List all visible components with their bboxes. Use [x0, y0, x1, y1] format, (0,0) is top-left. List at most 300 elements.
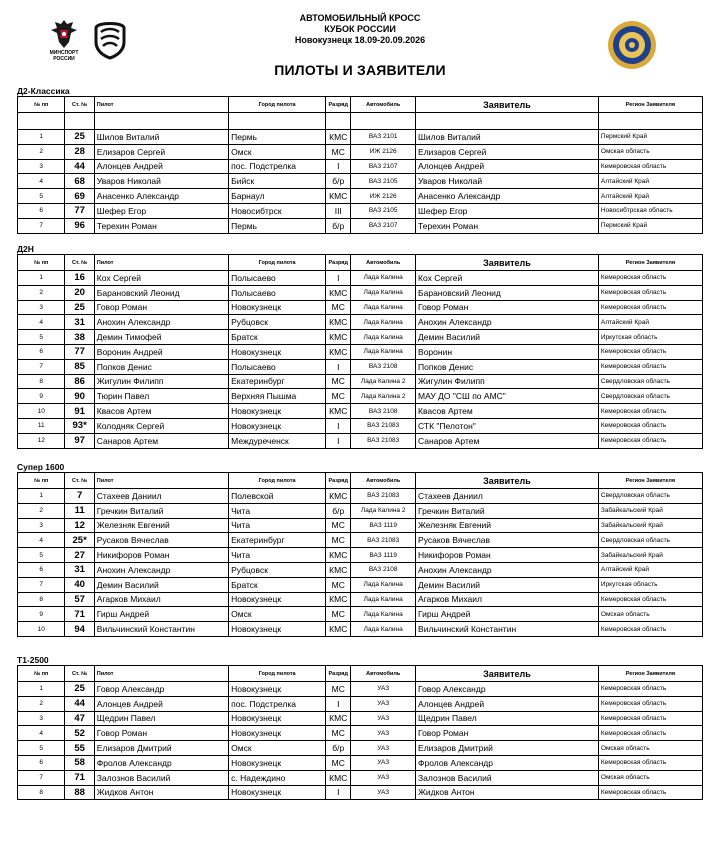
table-row — [18, 741, 703, 756]
cell-auto: УАЗ — [351, 682, 416, 697]
cell-zayavitel: Алонцев Андрей — [416, 696, 599, 711]
cell-pilot: Железняк Евгений — [94, 518, 228, 533]
cell-city: Междуреченск — [229, 433, 326, 448]
column-header-region: Регион Заявителя — [598, 666, 702, 682]
cell-np: 8 — [18, 785, 65, 800]
table-row — [18, 130, 703, 145]
blank-cell — [598, 113, 702, 130]
cell-razryad: I — [326, 785, 351, 800]
cell-np: 3 — [18, 159, 65, 174]
cell-city: Барнаул — [229, 189, 326, 204]
cell-pilot: Алонцев Андрей — [94, 696, 228, 711]
cell-zayavitel: Вильчинский Константин — [416, 622, 599, 637]
cell-auto: Лада Калина — [351, 607, 416, 622]
column-header-razryad: Разряд — [326, 97, 351, 113]
cell-st: 44 — [65, 696, 94, 711]
cell-auto: УАЗ — [351, 726, 416, 741]
cell-auto: ВАЗ 21083 — [351, 418, 416, 433]
table-row — [18, 285, 703, 300]
cell-razryad: КМС — [326, 330, 351, 345]
cell-st: 25 — [65, 130, 94, 145]
cell-region: Кемеровская область — [598, 344, 702, 359]
cell-auto: Лада Калина 2 — [351, 389, 416, 404]
cell-zayavitel: Елизаров Дмитрий — [416, 741, 599, 756]
cell-st: 28 — [65, 144, 94, 159]
cell-city: Бийск — [229, 174, 326, 189]
column-header-city: Город пилота — [229, 473, 326, 489]
cell-city: Екатеринбург — [229, 533, 326, 548]
cell-np: 5 — [18, 330, 65, 345]
table-row — [18, 533, 703, 548]
raf-logo — [92, 20, 128, 60]
cell-zayavitel: Анохин Александр — [416, 315, 599, 330]
cell-city: Пермь — [229, 218, 326, 233]
cell-auto: УАЗ — [351, 755, 416, 770]
cell-zayavitel: Фролов Александр — [416, 755, 599, 770]
cell-np: 2 — [18, 696, 65, 711]
cell-razryad: МС — [326, 755, 351, 770]
cell-razryad: КМС — [326, 622, 351, 637]
column-header-st: Ст. № — [65, 255, 94, 271]
cell-st: 69 — [65, 189, 94, 204]
table-row — [18, 300, 703, 315]
table-row — [18, 404, 703, 419]
column-header-zayavitel: Заявитель — [416, 97, 599, 113]
cell-region: Кемеровская область — [598, 300, 702, 315]
cell-st: 58 — [65, 755, 94, 770]
cell-region: Алтайский Край — [598, 174, 702, 189]
cell-razryad: I — [326, 359, 351, 374]
table-row — [18, 144, 703, 159]
cell-zayavitel: Никифоров Роман — [416, 548, 599, 563]
cell-pilot: Терехин Роман — [94, 218, 228, 233]
cell-pilot: Щедрин Павел — [94, 711, 228, 726]
cell-auto: ИЖ 2126 — [351, 189, 416, 204]
cell-region: Кемеровская область — [598, 418, 702, 433]
cell-auto: ВАЗ 2107 — [351, 218, 416, 233]
cell-pilot: Квасов Артем — [94, 404, 228, 419]
cell-region: Омская область — [598, 144, 702, 159]
table-header-row — [18, 97, 703, 113]
table-row — [18, 330, 703, 345]
cell-razryad: КМС — [326, 130, 351, 145]
table-header-row — [18, 666, 703, 682]
table-row — [18, 389, 703, 404]
blank-cell — [416, 113, 599, 130]
cell-auto: Лада Калина — [351, 577, 416, 592]
cell-razryad: КМС — [326, 711, 351, 726]
column-header-zayavitel: Заявитель — [416, 255, 599, 271]
cell-city: пос. Подстрелка — [229, 159, 326, 174]
blank-cell — [229, 113, 326, 130]
cell-np: 7 — [18, 218, 65, 233]
cell-np: 6 — [18, 203, 65, 218]
table-row — [18, 755, 703, 770]
cell-st: 12 — [65, 518, 94, 533]
cell-region: Кемеровская область — [598, 285, 702, 300]
cell-auto: Лада Калина 2 — [351, 503, 416, 518]
table-row — [18, 359, 703, 374]
cell-razryad: КМС — [326, 285, 351, 300]
cell-city: Новокузнецк — [229, 622, 326, 637]
table-row — [18, 622, 703, 637]
cell-zayavitel: Терехин Роман — [416, 218, 599, 233]
cell-auto: Лада Калина — [351, 592, 416, 607]
cell-pilot: Агарков Михаил — [94, 592, 228, 607]
cell-zayavitel: Говор Александр — [416, 682, 599, 697]
table-row — [18, 374, 703, 389]
table-row — [18, 174, 703, 189]
table-row — [18, 696, 703, 711]
column-header-pilot: Пилот — [94, 473, 228, 489]
cell-razryad: I — [326, 418, 351, 433]
cell-pilot: Попков Денис — [94, 359, 228, 374]
section-table — [17, 96, 703, 234]
cell-auto: ИЖ 2126 — [351, 144, 416, 159]
event-title-line2: КУБОК РОССИИ — [324, 24, 396, 34]
cell-zayavitel: Жигулин Филипп — [416, 374, 599, 389]
cell-auto: ВАЗ 21083 — [351, 433, 416, 448]
cell-region: Кемеровская область — [598, 359, 702, 374]
cell-np: 8 — [18, 592, 65, 607]
cell-np: 11 — [18, 418, 65, 433]
cell-razryad: КМС — [326, 562, 351, 577]
cell-zayavitel: Говор Роман — [416, 300, 599, 315]
cell-region: Кемеровская область — [598, 159, 702, 174]
table-row — [18, 548, 703, 563]
cell-zayavitel: Шилов Виталий — [416, 130, 599, 145]
cell-pilot: Демин Тимофей — [94, 330, 228, 345]
cell-region: Иркутская область — [598, 577, 702, 592]
cell-auto: Лада Калина — [351, 285, 416, 300]
cell-auto: УАЗ — [351, 711, 416, 726]
cell-city: Новосибтрск — [229, 203, 326, 218]
cell-st: 47 — [65, 711, 94, 726]
cell-city: Новокузнецк — [229, 785, 326, 800]
cell-zayavitel: Барановский Леонид — [416, 285, 599, 300]
table-row — [18, 203, 703, 218]
cell-auto: Лада Калина — [351, 344, 416, 359]
cell-np: 4 — [18, 174, 65, 189]
cell-razryad: I — [326, 271, 351, 286]
cell-pilot: Русаков Вячеслав — [94, 533, 228, 548]
section-table — [17, 665, 703, 800]
cell-city: Чита — [229, 518, 326, 533]
seal-emblem-icon — [607, 20, 657, 70]
cell-pilot: Жигулин Филипп — [94, 374, 228, 389]
cell-np: 9 — [18, 607, 65, 622]
cell-city: Новокузнецк — [229, 344, 326, 359]
cell-razryad: МС — [326, 389, 351, 404]
column-header-pilot: Пилот — [94, 255, 228, 271]
cell-zayavitel: Жидков Антон — [416, 785, 599, 800]
cell-st: 52 — [65, 726, 94, 741]
cell-pilot: Гречкин Виталий — [94, 503, 228, 518]
cell-zayavitel: Агарков Михаил — [416, 592, 599, 607]
section-title: Д2Н — [17, 244, 34, 254]
cell-city: Рубцовск — [229, 315, 326, 330]
table-row — [18, 433, 703, 448]
table-row — [18, 607, 703, 622]
cell-np: 10 — [18, 622, 65, 637]
cell-st: 97 — [65, 433, 94, 448]
cell-city: Чита — [229, 548, 326, 563]
cell-razryad: I — [326, 433, 351, 448]
cell-np: 10 — [18, 404, 65, 419]
table-row — [18, 418, 703, 433]
cell-razryad: МС — [326, 144, 351, 159]
cell-region: Кемеровская область — [598, 726, 702, 741]
cell-city: пос. Подстрелка — [229, 696, 326, 711]
cell-np: 1 — [18, 489, 65, 504]
cup-seal-logo — [607, 20, 657, 70]
cell-razryad: КМС — [326, 404, 351, 419]
cell-razryad: КМС — [326, 315, 351, 330]
cell-zayavitel: Воронин — [416, 344, 599, 359]
cell-pilot: Елизаров Сергей — [94, 144, 228, 159]
cell-zayavitel: Санаров Артем — [416, 433, 599, 448]
cell-st: 68 — [65, 174, 94, 189]
page-title: ПИЛОТЫ И ЗАЯВИТЕЛИ — [274, 62, 446, 78]
blank-cell — [65, 113, 94, 130]
cell-st: 55 — [65, 741, 94, 756]
column-header-zayavitel: Заявитель — [416, 666, 599, 682]
cell-np: 5 — [18, 548, 65, 563]
cell-st: 85 — [65, 359, 94, 374]
cell-st: 71 — [65, 607, 94, 622]
cell-auto: ВАЗ 2101 — [351, 130, 416, 145]
cell-region: Омская область — [598, 741, 702, 756]
cell-city: Верхняя Пышма — [229, 389, 326, 404]
cell-razryad: б/р — [326, 218, 351, 233]
cell-st: 96 — [65, 218, 94, 233]
cell-pilot: Алонцев Андрей — [94, 159, 228, 174]
cell-zayavitel: Кох Сергей — [416, 271, 599, 286]
cell-auto: УАЗ — [351, 741, 416, 756]
cell-auto: ВАЗ 2105 — [351, 203, 416, 218]
cell-auto: УАЗ — [351, 770, 416, 785]
table-row — [18, 726, 703, 741]
cell-st: 88 — [65, 785, 94, 800]
table-row — [18, 489, 703, 504]
cell-auto: ВАЗ 2108 — [351, 404, 416, 419]
cell-region: Омская область — [598, 770, 702, 785]
section-table — [17, 254, 703, 449]
cell-np: 1 — [18, 271, 65, 286]
blank-cell — [326, 113, 351, 130]
column-header-st: Ст. № — [65, 473, 94, 489]
cell-st: 77 — [65, 203, 94, 218]
cell-np: 4 — [18, 533, 65, 548]
cell-np: 3 — [18, 711, 65, 726]
cell-auto: УАЗ — [351, 785, 416, 800]
cell-city: Новокузнецк — [229, 711, 326, 726]
cell-razryad: МС — [326, 300, 351, 315]
cell-city: Новокузнецк — [229, 726, 326, 741]
cell-np: 3 — [18, 300, 65, 315]
column-header-pilot: Пилот — [94, 97, 228, 113]
cell-np: 6 — [18, 344, 65, 359]
cell-auto: Лада Калина — [351, 300, 416, 315]
cell-pilot: Фролов Александр — [94, 755, 228, 770]
cell-pilot: Барановский Леонид — [94, 285, 228, 300]
cell-auto: Лада Калина — [351, 622, 416, 637]
cell-zayavitel: МАУ ДО "СШ по АМС" — [416, 389, 599, 404]
cell-razryad: КМС — [326, 344, 351, 359]
cell-pilot: Уваров Николай — [94, 174, 228, 189]
column-header-razryad: Разряд — [326, 255, 351, 271]
cell-zayavitel: Квасов Артем — [416, 404, 599, 419]
table-row — [18, 159, 703, 174]
column-header-st: Ст. № — [65, 666, 94, 682]
cell-pilot: Залознов Василий — [94, 770, 228, 785]
cell-pilot: Санаров Артем — [94, 433, 228, 448]
table-row — [18, 518, 703, 533]
cell-np: 1 — [18, 682, 65, 697]
column-header-razryad: Разряд — [326, 473, 351, 489]
table-row — [18, 315, 703, 330]
cell-auto: Лада Калина 2 — [351, 374, 416, 389]
cell-region: Кемеровская область — [598, 592, 702, 607]
cell-razryad: КМС — [326, 548, 351, 563]
event-title-line1: АВТОМОБИЛЬНЫЙ КРОСС — [299, 13, 421, 23]
column-header-auto: Автомобиль — [351, 97, 416, 113]
cell-pilot: Вильчинский Константин — [94, 622, 228, 637]
column-header-region: Регион Заявителя — [598, 97, 702, 113]
cell-auto: ВАЗ 2107 — [351, 159, 416, 174]
cell-razryad: КМС — [326, 489, 351, 504]
cell-zayavitel: Стахеев Даниил — [416, 489, 599, 504]
cell-city: Пермь — [229, 130, 326, 145]
column-header-pilot: Пилот — [94, 666, 228, 682]
table-row — [18, 592, 703, 607]
table-row — [18, 271, 703, 286]
cell-region: Забайкальский Край — [598, 518, 702, 533]
cell-auto: УАЗ — [351, 696, 416, 711]
cell-zayavitel: Щедрин Павел — [416, 711, 599, 726]
cell-auto: ВАЗ 2105 — [351, 174, 416, 189]
cell-np: 7 — [18, 359, 65, 374]
cell-city: Братск — [229, 330, 326, 345]
cell-city: Омск — [229, 144, 326, 159]
event-title-line3: Новокузнецк 18.09-20.09.2026 — [294, 35, 426, 45]
cell-razryad: МС — [326, 682, 351, 697]
column-header-st: Ст. № — [65, 97, 94, 113]
cell-zayavitel: Залознов Василий — [416, 770, 599, 785]
table-row — [18, 218, 703, 233]
cell-razryad: I — [326, 696, 351, 711]
cell-np: 6 — [18, 562, 65, 577]
column-header-city: Город пилота — [229, 666, 326, 682]
cell-np: 2 — [18, 503, 65, 518]
cell-pilot: Кох Сергей — [94, 271, 228, 286]
cell-region: Кемеровская область — [598, 785, 702, 800]
blank-cell — [94, 113, 228, 130]
blank-cell — [351, 113, 416, 130]
cell-np: 1 — [18, 130, 65, 145]
cell-np: 5 — [18, 741, 65, 756]
table-row — [18, 770, 703, 785]
cell-zayavitel: Анасенко Александр — [416, 189, 599, 204]
cell-zayavitel: Демин Василий — [416, 577, 599, 592]
table-row — [18, 577, 703, 592]
cell-np: 6 — [18, 755, 65, 770]
table-row — [18, 785, 703, 800]
cell-region: Алтайский Край — [598, 562, 702, 577]
cell-auto: Лада Калина — [351, 315, 416, 330]
cell-razryad: КМС — [326, 592, 351, 607]
cell-np: 2 — [18, 285, 65, 300]
cell-st: 71 — [65, 770, 94, 785]
cell-city: Новокузнецк — [229, 682, 326, 697]
cell-city: Новокузнецк — [229, 418, 326, 433]
cell-region: Кемеровская область — [598, 711, 702, 726]
cell-st: 31 — [65, 562, 94, 577]
cell-region: Кемеровская область — [598, 755, 702, 770]
cell-zayavitel: Попков Денис — [416, 359, 599, 374]
cell-np: 12 — [18, 433, 65, 448]
cell-razryad: МС — [326, 726, 351, 741]
cell-st: 91 — [65, 404, 94, 419]
cell-st: 20 — [65, 285, 94, 300]
cell-city: Полысаево — [229, 285, 326, 300]
cell-region: Новосибтрская область — [598, 203, 702, 218]
cell-city: Полысаево — [229, 359, 326, 374]
cell-pilot: Шефер Егор — [94, 203, 228, 218]
cell-pilot: Никифоров Роман — [94, 548, 228, 563]
cell-st: 44 — [65, 159, 94, 174]
cell-razryad: I — [326, 159, 351, 174]
cell-region: Пермский Край — [598, 218, 702, 233]
cell-auto: ВАЗ 1119 — [351, 548, 416, 563]
cell-razryad: б/р — [326, 503, 351, 518]
cell-pilot: Анохин Александр — [94, 562, 228, 577]
cell-np: 7 — [18, 577, 65, 592]
cell-pilot: Говор Роман — [94, 300, 228, 315]
column-header-auto: Автомобиль — [351, 666, 416, 682]
minsport-caption-line1: МИНСПОРТ — [49, 50, 79, 56]
cell-pilot: Жидков Антон — [94, 785, 228, 800]
cell-region: Иркутская область — [598, 330, 702, 345]
minsport-logo — [42, 18, 86, 68]
table-row — [18, 711, 703, 726]
cell-pilot: Стахеев Даниил — [94, 489, 228, 504]
cell-pilot: Анасенко Александр — [94, 189, 228, 204]
table-header-row — [18, 255, 703, 271]
cell-zayavitel: СТК "Пелотон" — [416, 418, 599, 433]
cell-auto: ВАЗ 2108 — [351, 562, 416, 577]
cell-razryad: МС — [326, 577, 351, 592]
section-title: Д2-Классика — [17, 86, 70, 96]
cell-region: Кемеровская область — [598, 433, 702, 448]
cell-zayavitel: Русаков Вячеслав — [416, 533, 599, 548]
cell-region: Кемеровская область — [598, 696, 702, 711]
cell-np: 4 — [18, 726, 65, 741]
column-header-np: № пп — [18, 666, 65, 682]
cell-pilot: Анохин Александр — [94, 315, 228, 330]
cell-st: 40 — [65, 577, 94, 592]
cell-city: Новокузнецк — [229, 755, 326, 770]
cell-zayavitel: Гирш Андрей — [416, 607, 599, 622]
cell-st: 16 — [65, 271, 94, 286]
column-header-region: Регион Заявителя — [598, 473, 702, 489]
cell-zayavitel: Железняк Евгений — [416, 518, 599, 533]
cell-city: Братск — [229, 577, 326, 592]
cell-razryad: III — [326, 203, 351, 218]
cell-region: Свердловская область — [598, 489, 702, 504]
column-header-city: Город пилота — [229, 97, 326, 113]
cell-city: Новокузнецк — [229, 592, 326, 607]
